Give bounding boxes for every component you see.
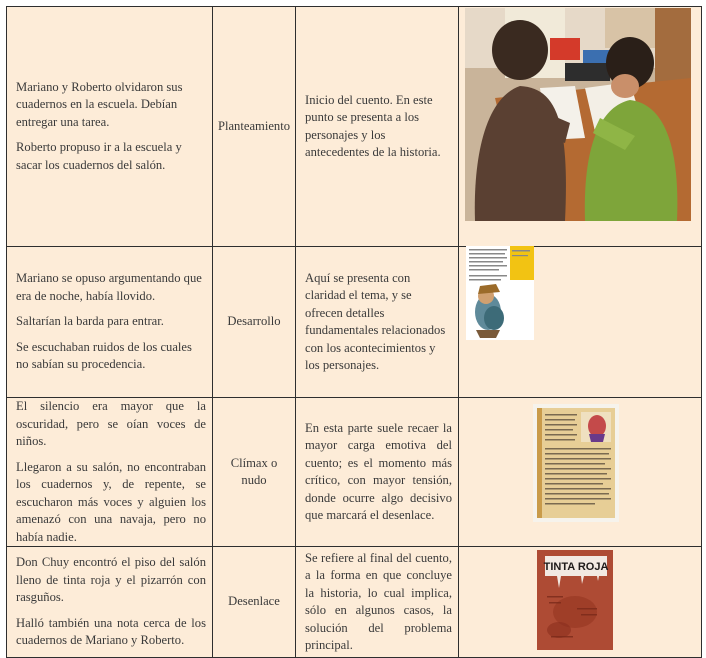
stage-description: Aquí se presenta con claridad el tema, y se ofrecen detalles fundamentales relacionados con los acontecimientos y los personajes. (305, 270, 446, 372)
stage-cell (213, 7, 296, 247)
book-page-thumbnail (533, 404, 619, 522)
table-row (7, 547, 702, 658)
story-structure-table (6, 6, 702, 658)
description-cell (296, 247, 459, 398)
events-cell (7, 247, 213, 398)
tinta-roja-book-cover (537, 550, 613, 650)
stage-cell (213, 247, 296, 398)
two-boys-studying-photo (465, 8, 691, 221)
cover-title: TINTA ROJA (543, 561, 609, 573)
stage-label: Desarrollo (227, 314, 281, 329)
image-cell (459, 547, 702, 658)
image-cell (459, 7, 702, 247)
stage-description: En esta parte suele recaer la mayor carga emotiva del cuento; es el momento más crítico, con mayor tensión, donde ocurre algo decisivo que marcará el desenlace. (305, 420, 452, 522)
stage-description: Se refiere al final del cuento, a la forma en que concluye la historia, lo cual implica, sólo en algunos casos, la solución del problema principal. (305, 550, 452, 652)
textbook-page-thumbnail (466, 246, 534, 340)
table-row (7, 7, 702, 247)
stage-label: Planteamiento (217, 118, 291, 133)
event-text: Llegaron a su salón, no encontraban los cuadernos y, de repente, se escucharon más voces y alguien los amenazó con una navaja, pero no había nadie. (16, 459, 206, 544)
description-cell (296, 398, 459, 547)
event-text: Mariano se opuso argumentando que era de noche, había llovido. (16, 271, 202, 303)
events-cell (7, 7, 213, 247)
description-cell (296, 547, 459, 658)
stage-cell (213, 547, 296, 658)
stage-cell (213, 398, 296, 547)
event-text: El silencio era mayor que la oscuridad, pero se oían voces de niños. (16, 399, 206, 448)
event-text: Halló también una nota cerca de los cuadernos de Mariano y Roberto. (16, 615, 206, 648)
event-text: Roberto propuso ir a la escuela y sacar los cuadernos del salón. (16, 140, 182, 172)
image-cell (459, 247, 702, 398)
description-cell (296, 7, 459, 247)
events-cell (7, 398, 213, 547)
event-text: Don Chuy encontró el piso del salón lleno de tinta roja y el pizarrón con rasguños. (16, 555, 206, 605)
table-row (7, 398, 702, 547)
event-text: Mariano y Roberto olvidaron sus cuadernos en la escuela. Debían entregar una tarea. (16, 79, 183, 129)
stage-description: Inicio del cuento. En este punto se presenta a los personajes y los antecedentes de la historia. (305, 92, 441, 159)
event-text: Saltarían la barda para entrar. (16, 314, 164, 329)
stage-label: Desenlace (228, 594, 280, 609)
events-cell (7, 547, 213, 658)
stage-label: Clímax o nudo (230, 455, 278, 487)
image-cell (459, 398, 702, 547)
table-row (7, 247, 702, 398)
event-text: Se escuchaban ruidos de los cuales no sabían su procedencia. (16, 339, 192, 372)
